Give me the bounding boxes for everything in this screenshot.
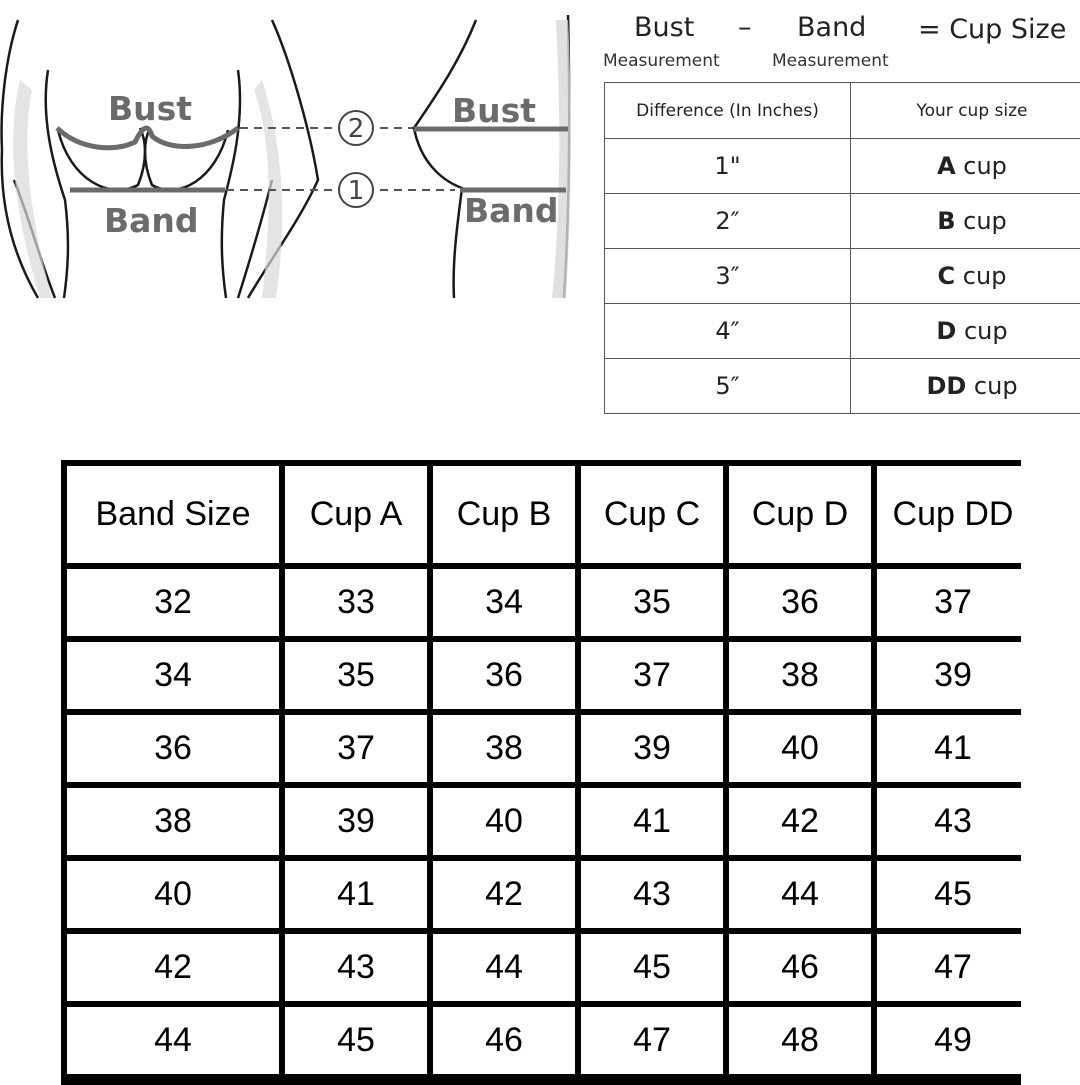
side-band-label: Band: [464, 191, 559, 230]
cup-table-row: [605, 249, 1080, 304]
cup-difference-value: 5″: [605, 359, 851, 414]
cup-table-row: [605, 139, 1080, 194]
formula-band-sub: Measurement: [772, 51, 889, 71]
bust-size-cell: 36: [729, 569, 871, 636]
measurement-illustration: [0, 0, 600, 310]
bust-size-cell: 40: [729, 715, 871, 782]
marker-2: 2: [348, 114, 365, 144]
cup-table-row: [605, 304, 1080, 359]
bust-size-cell: 47: [581, 1007, 723, 1074]
bust-size-cell: 45: [877, 861, 1029, 928]
cup-suffix: cup: [966, 372, 1017, 400]
bust-size-cell: 43: [285, 934, 427, 1001]
size-chart-header: Cup C: [581, 466, 723, 563]
bust-size-cell: 44: [729, 861, 871, 928]
bust-size-cell: 37: [877, 569, 1029, 636]
cup-size-value: [851, 249, 1080, 304]
cup-table-row: [605, 359, 1080, 414]
front-band-label: Band: [104, 201, 199, 240]
cup-difference-value: 1": [605, 139, 851, 194]
cup-suffix: cup: [956, 317, 1007, 345]
band-size-cell: 38: [67, 788, 279, 855]
formula-band: Band: [797, 12, 866, 43]
cup-size-value: [851, 359, 1080, 414]
cup-letter: C: [938, 262, 956, 290]
cup-table-header-row: [605, 83, 1080, 139]
side-shading: [552, 20, 571, 298]
side-bust-label: Bust: [452, 91, 536, 130]
bust-size-cell: 43: [877, 788, 1029, 855]
cup-difference-value: 2″: [605, 194, 851, 249]
bust-size-cell: 48: [729, 1007, 871, 1074]
formula-minus: –: [738, 12, 752, 43]
bust-size-cell: 49: [877, 1007, 1029, 1074]
size-chart-header: Band Size: [67, 466, 279, 563]
bust-size-cell: 43: [581, 861, 723, 928]
bust-size-cell: 45: [581, 934, 723, 1001]
cup-table-header-cup: Your cup size: [851, 83, 1080, 139]
band-size-cell: 36: [67, 715, 279, 782]
bust-size-cell: 37: [581, 642, 723, 709]
bust-size-cell: 38: [729, 642, 871, 709]
bust-size-cell: 39: [581, 715, 723, 782]
cup-table-header-difference: Difference (In Inches): [605, 83, 851, 139]
cup-size-value: [851, 194, 1080, 249]
size-chart-header: Cup A: [285, 466, 427, 563]
cup-difference-value: 4″: [605, 304, 851, 359]
cup-suffix: cup: [956, 152, 1007, 180]
band-size-cell: 44: [67, 1007, 279, 1074]
formula-bust: Bust: [634, 12, 694, 43]
cup-difference-table: [604, 82, 1080, 414]
bust-size-cell: 38: [433, 715, 575, 782]
formula-result: = Cup Size: [918, 14, 1066, 45]
bust-size-cell: 39: [285, 788, 427, 855]
marker-1: 1: [348, 176, 365, 206]
cup-suffix: cup: [956, 207, 1007, 235]
cup-letter: B: [937, 207, 955, 235]
bust-size-cell: 39: [877, 642, 1029, 709]
formula-bust-sub: Measurement: [603, 51, 720, 71]
size-chart-header: Cup B: [433, 466, 575, 563]
bust-size-cell: 41: [877, 715, 1029, 782]
bust-size-cell: 36: [433, 642, 575, 709]
size-chart-header: Cup D: [729, 466, 871, 563]
bust-size-cell: 35: [581, 569, 723, 636]
cup-table-row: [605, 194, 1080, 249]
bust-size-cell: 46: [729, 934, 871, 1001]
front-bust-label: Bust: [108, 89, 192, 128]
cup-size-value: [851, 139, 1080, 194]
bust-size-cell: 35: [285, 642, 427, 709]
side-torso-drawing: [414, 15, 569, 298]
bust-size-cell: 44: [433, 934, 575, 1001]
cup-letter: D: [936, 317, 956, 345]
bust-size-cell: 40: [433, 788, 575, 855]
bust-size-cell: 47: [877, 934, 1029, 1001]
bust-size-cell: 33: [285, 569, 427, 636]
bust-size-cell: 41: [581, 788, 723, 855]
bust-size-cell: 37: [285, 715, 427, 782]
band-size-chart: [61, 460, 1021, 1085]
cup-suffix: cup: [955, 262, 1006, 290]
band-size-cell: 34: [67, 642, 279, 709]
cup-letter: DD: [926, 372, 966, 400]
band-size-cell: 42: [67, 934, 279, 1001]
bust-size-cell: 34: [433, 569, 575, 636]
cup-size-value: [851, 304, 1080, 359]
bust-size-cell: 46: [433, 1007, 575, 1074]
band-size-cell: 32: [67, 569, 279, 636]
bust-size-cell: 42: [433, 861, 575, 928]
size-chart-header: Cup DD: [877, 466, 1029, 563]
band-size-cell: 40: [67, 861, 279, 928]
cup-letter: A: [937, 152, 956, 180]
bust-size-cell: 42: [729, 788, 871, 855]
cup-difference-value: 3″: [605, 249, 851, 304]
bust-size-cell: 45: [285, 1007, 427, 1074]
bust-size-cell: 41: [285, 861, 427, 928]
